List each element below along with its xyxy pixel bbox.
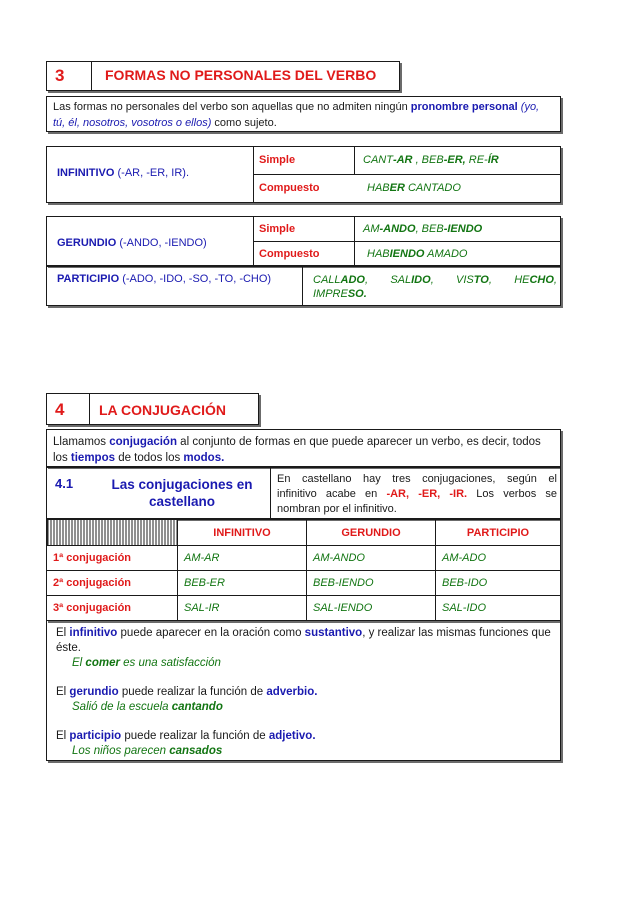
infinitivo-use: El infinitivo puede aparecer en la oración como sustantivo, y realizar las mismas funciones que éste. [56, 627, 551, 654]
section4-header [46, 393, 259, 425]
gerundio-simple-label: Simple [259, 223, 296, 235]
section4-title: LA CONJUGACIÓN [99, 402, 227, 418]
section4-intro: Llamamos conjugación al conjunto de formas en que puede aparecer un verbo, es decir, todos los tiempos de todos los modos. [46, 429, 561, 467]
table-row [47, 596, 561, 621]
section3-number: 3 [47, 62, 92, 90]
table-cell: SAL-IENDO [307, 596, 436, 621]
participio-examples: CALLADO, SALIDO, VISTO, HECHO, IMPRESO. [313, 274, 557, 300]
infinitivo-block [46, 146, 561, 203]
participio-block [46, 266, 561, 306]
subsection-title: Las conjugaciones en castellano [111, 477, 253, 509]
infinitivo-simple-label: Simple [259, 154, 296, 166]
table-header: PARTICIPIO [436, 520, 561, 546]
infinitivo-simple-example: CANT-AR , BEB-ER, RE-ÍR [363, 154, 499, 166]
section3-title: FORMAS NO PERSONALES DEL VERBO [105, 67, 377, 83]
table-header: INFINITIVO [178, 520, 307, 546]
table-cell: SAL-IDO [436, 596, 561, 621]
table-cell: AM-AR [178, 546, 307, 571]
infinitivo-compuesto-example: HABER CANTADO [367, 182, 461, 194]
row-label: 2ª conjugación [47, 571, 178, 596]
gerundio-example: Salió de la escuela cantando [72, 701, 223, 713]
table-row [47, 571, 561, 596]
table-header: GERUNDIO [307, 520, 436, 546]
term-pronombre: pronombre personal [410, 101, 518, 113]
participio-label: PARTICIPIO (-ADO, -IDO, -SO, -TO, -CHO) [57, 273, 272, 285]
table-row [47, 546, 561, 571]
gerundio-compuesto-example: HABIENDO AMADO [367, 248, 468, 260]
table-cell: BEB-IDO [436, 571, 561, 596]
infinitivo-example: El comer es una satisfacción [72, 657, 221, 669]
subsection-number: 4.1 [55, 476, 74, 491]
section4-number: 4 [47, 394, 90, 424]
subsection-description: En castellano hay tres conjugaciones, según el infinitivo acabe en -AR, -ER, -IR. Los verbos se nombran por el infinitivo. [277, 473, 557, 515]
infinitivo-compuesto-label: Compuesto [259, 182, 320, 194]
subsection-4-1 [46, 467, 561, 519]
section3-intro: Las formas no personales del verbo son aquellas que no admiten ningún pronombre personal (yo, tú, él, nosotros, vosotros o ellos) como sujeto. [46, 96, 561, 132]
row-label: 3ª conjugación [47, 596, 178, 621]
table-cell: BEB-IENDO [307, 571, 436, 596]
participio-example: Los niños parecen cansados [72, 745, 223, 757]
table-cell: AM-ANDO [307, 546, 436, 571]
table-cell: AM-ADO [436, 546, 561, 571]
gerundio-compuesto-label: Compuesto [259, 248, 320, 260]
row-label: 1ª conjugación [47, 546, 178, 571]
participio-use: El participio puede realizar la función de adjetivo. [56, 730, 316, 742]
table-cell: SAL-IR [178, 596, 307, 621]
table-hatched-corner [47, 520, 178, 546]
section3-header [46, 61, 400, 91]
gerundio-simple-example: AM-ANDO, BEB-IENDO [363, 223, 483, 235]
gerundio-block [46, 216, 561, 266]
infinitivo-label: INFINITIVO (-AR, -ER, IR). [57, 167, 190, 179]
gerundio-label: GERUNDIO (-ANDO, -IENDO) [57, 237, 207, 249]
gerundio-use: El gerundio puede realizar la función de adverbio. [56, 686, 318, 698]
table-cell: BEB-ER [178, 571, 307, 596]
uses-box [46, 620, 561, 761]
conjugation-table [46, 519, 561, 621]
